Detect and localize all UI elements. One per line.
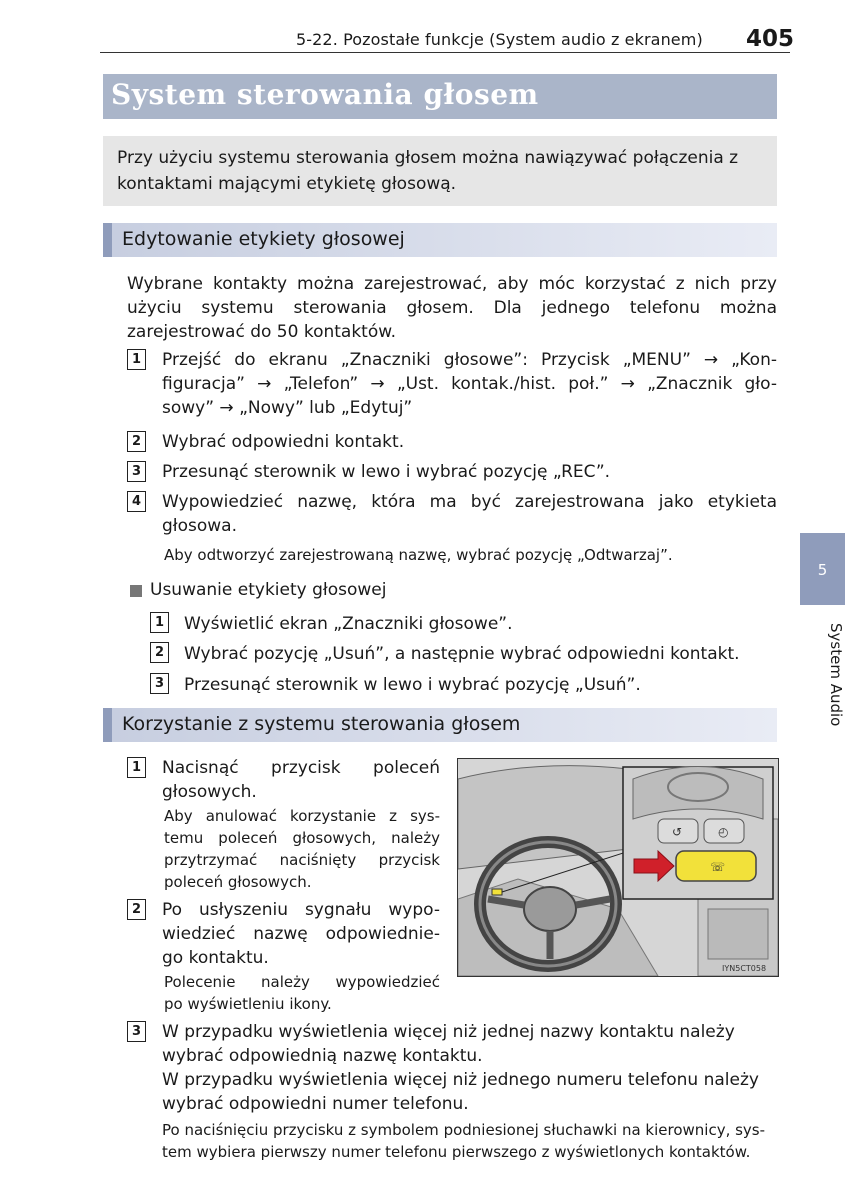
step-text <box>162 490 777 538</box>
step-line: głosowych. <box>162 782 257 802</box>
sub-step-number: 1 <box>150 612 169 633</box>
dashboard-drawing <box>458 759 778 976</box>
step-text: Przesunąć sterownik w lewo i wybrać pozycję „REC”. <box>162 462 611 482</box>
step-number: 1 <box>127 757 146 778</box>
chapter-number: 5 <box>817 561 828 579</box>
step-line: głosowa. <box>162 516 238 536</box>
step-text <box>162 898 440 970</box>
step-number: 2 <box>127 899 146 920</box>
section-heading-edit <box>103 223 777 257</box>
note-line: temu poleceń głosowych, należy <box>164 829 440 847</box>
sub-heading: Usuwanie etykiety głosowej <box>150 580 387 600</box>
section-paragraph: Wybrane kontakty można zarejestrować, aby móc korzystać z nich przy użyciu systemu sterowania głosem. Dla jednego telefonu można zarejestrować do 50 kontaktów. <box>127 274 777 342</box>
step-line: wybrać odpowiedni numer telefonu. <box>162 1094 469 1114</box>
header-rule <box>100 52 790 53</box>
bullet-square <box>130 585 142 597</box>
step-line: Przejść do ekranu „Znaczniki głosowe”: Przycisk „MENU” → „Kon- <box>162 350 777 370</box>
step-line: go kontaktu. <box>162 948 269 968</box>
sub-step-text: Wybrać pozycję „Usuń”, a następnie wybrać odpowiedni kontakt. <box>184 644 740 664</box>
step-number: 1 <box>127 349 146 370</box>
step-number: 3 <box>127 461 146 482</box>
sub-step-text: Wyświetlić ekran „Znaczniki głosowe”. <box>184 614 513 634</box>
step-note <box>162 1119 777 1163</box>
step-line: sowy” → „Nowy” lub „Edytuj” <box>162 398 413 418</box>
step-text <box>162 756 440 804</box>
step-line: Nacisnąć przycisk poleceń <box>162 758 440 778</box>
step-line: W przypadku wyświetlenia więcej niż jednej nazwy kontaktu należy <box>162 1022 735 1042</box>
sub-step-number: 2 <box>150 642 169 663</box>
note-line: poleceń głosowych. <box>164 873 312 891</box>
figure-code: IYN5CT058 <box>722 964 767 973</box>
note-line: tem wybiera pierwszy numer telefonu pierwszego z wyświetlonych kontaktów. <box>162 1143 751 1161</box>
step-number: 3 <box>127 1021 146 1042</box>
page-title-bar <box>103 74 777 119</box>
svg-text:◴: ◴ <box>718 825 729 839</box>
step-note: Aby odtworzyć zarejestrowaną nazwę, wybrać pozycję „Odtwarzaj”. <box>164 546 673 564</box>
note-line: Polecenie należy wypowiedzieć <box>164 973 440 991</box>
step-text: Wybrać odpowiedni kontakt. <box>162 432 405 452</box>
svg-text:↺: ↺ <box>672 825 683 839</box>
sub-step-text: Przesunąć sterownik w lewo i wybrać pozycję „Usuń”. <box>184 675 641 695</box>
step-note <box>164 805 440 893</box>
svg-text:☏: ☏ <box>710 860 726 874</box>
step-line: wiedzieć nazwę odpowiednie- <box>162 924 440 944</box>
step-line: Po usłyszeniu sygnału wypo- <box>162 900 440 920</box>
step-text <box>162 1020 777 1116</box>
note-line: przytrzymać naciśnięty przycisk <box>164 851 440 869</box>
note-line: Aby anulować korzystanie z sys- <box>164 807 440 825</box>
step-line: figuracja” → „Telefon” → „Ust. kontak./hist. poł.” → „Znacznik gło- <box>162 374 777 394</box>
note-line: Po naciśnięciu przycisku z symbolem podniesionej słuchawki na kierownicy, sys- <box>162 1121 766 1139</box>
intro-box <box>103 136 777 206</box>
step-text <box>162 348 777 420</box>
step-note <box>164 971 440 1015</box>
step-line: wybrać odpowiednią nazwę kontaktu. <box>162 1046 483 1066</box>
step-line: W przypadku wyświetlenia więcej niż jednego numeru telefonu należy <box>162 1070 759 1090</box>
section-heading-text: Korzystanie z systemu sterowania głosem <box>122 713 521 735</box>
note-line: po wyświetleniu ikony. <box>164 995 332 1013</box>
running-header: 5-22. Pozostałe funkcje (System audio z ekranem) <box>296 30 703 49</box>
page-title: System sterowania głosem <box>111 78 539 111</box>
chapter-label: System Audio <box>827 623 845 727</box>
chapter-tab <box>800 533 845 605</box>
section-heading-text: Edytowanie etykiety głosowej <box>122 228 405 250</box>
step-number: 2 <box>127 431 146 452</box>
step-number: 4 <box>127 491 146 512</box>
step-line: Wypowiedzieć nazwę, która ma być zarejestrowana jako etykieta <box>162 492 777 512</box>
section-heading-use <box>103 708 777 742</box>
steering-wheel-illustration <box>457 758 779 977</box>
page-number: 405 <box>746 26 795 52</box>
intro-text: Przy użyciu systemu sterowania głosem można nawiązywać połączenia z kontaktami mającymi etykietę głosową. <box>117 148 739 194</box>
sub-step-number: 3 <box>150 673 169 694</box>
